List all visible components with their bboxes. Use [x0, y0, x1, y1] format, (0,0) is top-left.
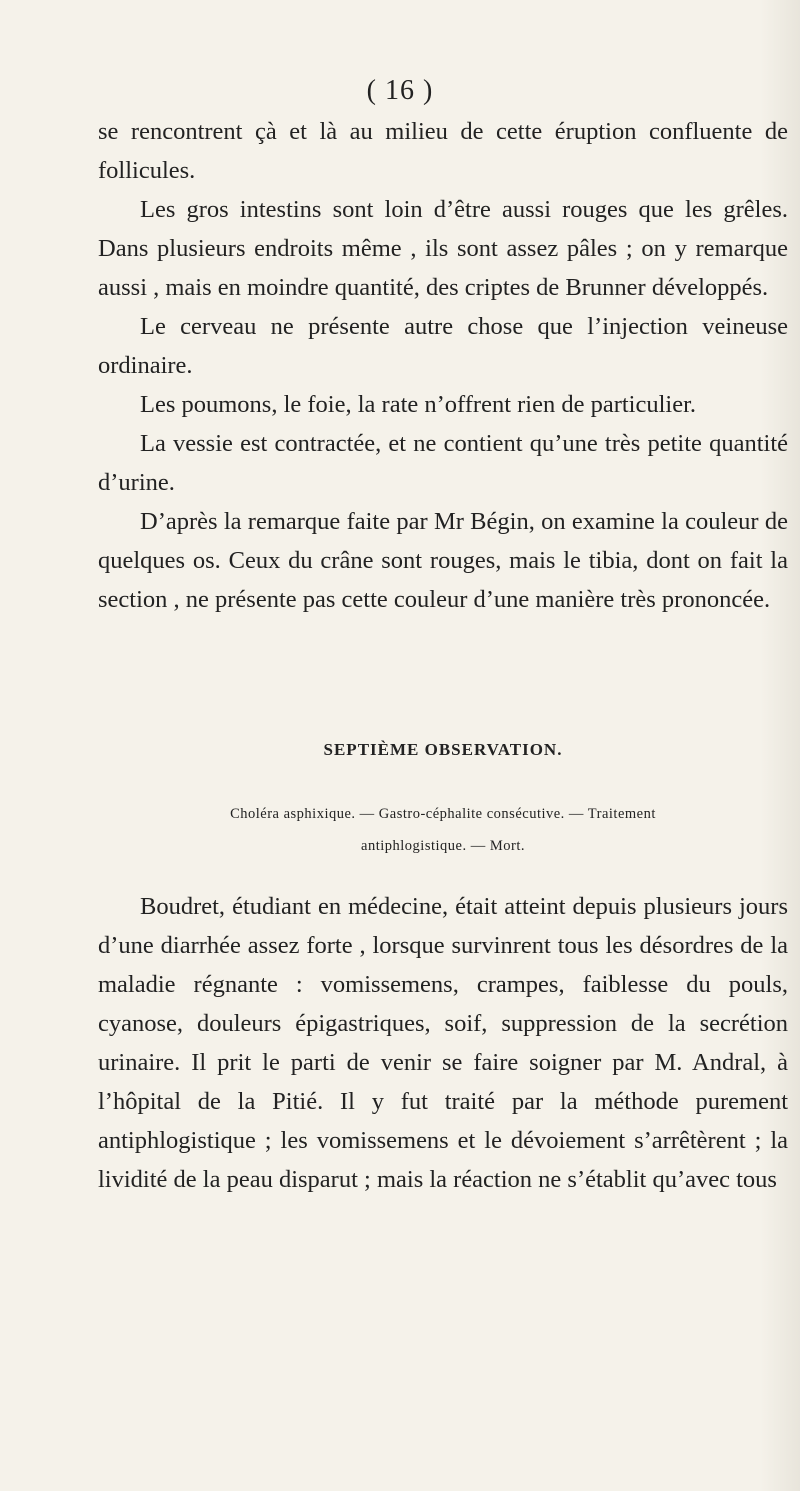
paragraph: se rencontrent çà et là au milieu de cette éruption confluente de follicules.	[98, 118, 788, 184]
section-subtitle	[98, 798, 788, 862]
paragraph: La vessie est contractée, et ne contient qu’une très petite quantité d’urine.	[98, 430, 788, 496]
paragraph: Les poumons, le foie, la rate n’offrent rien de particulier.	[140, 391, 697, 418]
paragraph: Les gros intestins sont loin d’être aussi rouges que les grêles. Dans plusieurs endroits même , ils sont assez pâles ; on y remarque aussi , mais en moindre quantité, des criptes de Brunner développés.	[98, 196, 788, 301]
section-title: SEPTIÈME OBSERVATION.	[323, 740, 563, 759]
page-number: ( 16 )	[366, 75, 434, 106]
paragraph: Boudret, étudiant en médecine, était atteint depuis plusieurs jours d’une diarrhée assez forte , lorsque survinrent tous les désordres de la maladie régnante : vomissemens, crampes, faiblesse du pouls, cyanose, douleurs épigastriques, soif, suppression de la secrétion urinaire. Il prit le parti de venir se faire soigner par M. Andral, à l’hôpital de la Pitié. Il y fut traité par la méthode purement antiphlogistique ; les vomissemens et le dévoiement s’arrêtèrent ; la lividité de la peau disparut ; mais la réaction ne s’établit qu’avec tous	[98, 893, 788, 1193]
section-subtitle-line: Choléra asphixique. — Gastro-céphalite consécutive. — Traitement	[230, 806, 656, 822]
section-subtitle-line: antiphlogistique. — Mort.	[361, 838, 525, 854]
paragraph: D’après la remarque faite par Mr Bégin, on examine la couleur de quelques os. Ceux du crâne sont rouges, mais le tibia, dont on fait la section , ne présente pas cette couleur d’une manière très prononcée.	[98, 508, 788, 613]
paragraph: Le cerveau ne présente autre chose que l’injection veineuse ordinaire.	[98, 313, 788, 379]
text-block-bottom	[98, 887, 788, 1199]
text-block-top	[98, 112, 788, 619]
